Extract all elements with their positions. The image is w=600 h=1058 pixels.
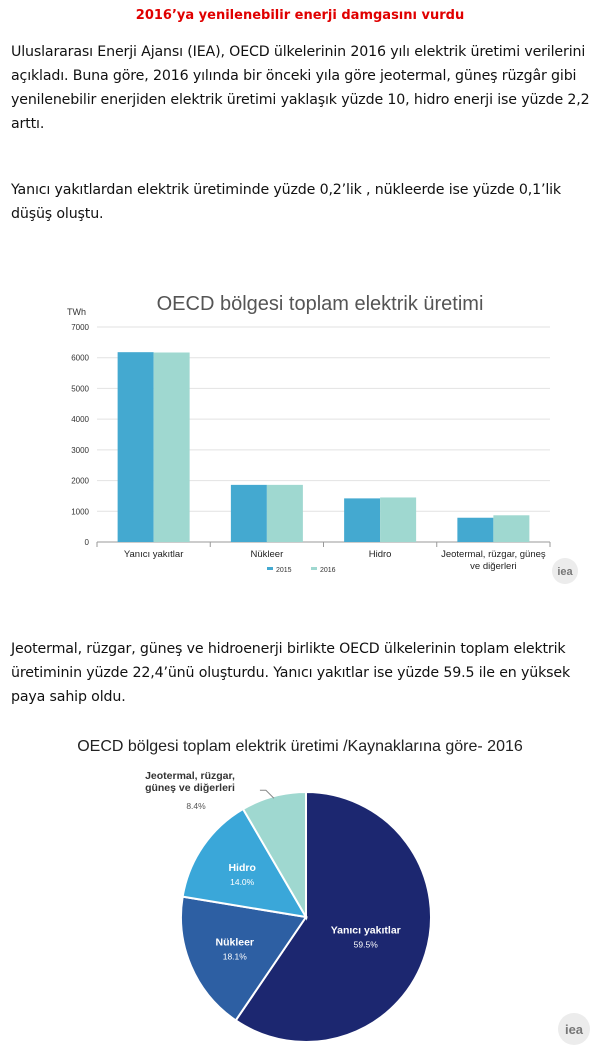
legend-label-2016: 2016 bbox=[320, 567, 336, 574]
pie-slice-label: Hidro bbox=[228, 862, 256, 875]
y-tick-label: 5000 bbox=[71, 384, 89, 394]
bar-2015 bbox=[231, 485, 267, 542]
bar-2016 bbox=[493, 515, 529, 542]
legend-swatch-2016 bbox=[311, 567, 317, 570]
x-category-label: Nükleer bbox=[250, 549, 284, 560]
article-title: 2016’ya yenilenebilir enerji damgasını vurdu bbox=[135, 8, 465, 23]
iea-logo-text: iea bbox=[564, 1022, 584, 1037]
x-category-label: Jeotermal, rüzgar, güneş bbox=[441, 549, 546, 560]
iea-logo-pie bbox=[557, 1012, 591, 1050]
pie-chart-title: OECD bölgesi toplam elektrik üretimi /Kaynaklarına göre- 2016 bbox=[77, 738, 523, 755]
iea-logo-bar bbox=[551, 557, 579, 589]
paragraph-shares: Jeotermal, rüzgar, güneş ve hidroenerji birlikte OECD ülkelerinin toplam elektrik üretiminin yüzde 22,4’ünü oluşturdu. Yanıcı yakıtlar ise yüzde 59.5 ile en yüksek paya sahip oldu. bbox=[11, 641, 571, 705]
pie-slice-label: Nükleer bbox=[215, 936, 255, 949]
bar-chart-title: OECD bölgesi toplam elektrik üretimi bbox=[156, 293, 484, 315]
pie-slice-value: 8.4% bbox=[186, 801, 206, 811]
pie-slice-label: Jeotermal, rüzgar, bbox=[145, 770, 235, 782]
y-tick-label: 0 bbox=[84, 538, 89, 547]
pie-slice-label: güneş ve diğerleri bbox=[145, 782, 235, 794]
y-tick-label: 6000 bbox=[71, 353, 89, 363]
y-tick-label: 1000 bbox=[71, 507, 89, 517]
bar-2015 bbox=[457, 518, 493, 542]
pie-slice-value: 18.1% bbox=[222, 951, 247, 962]
pie-chart bbox=[0, 725, 600, 1045]
legend-label-2015: 2015 bbox=[276, 567, 292, 574]
pie-slice-label: Yanıcı yakıtlar bbox=[330, 924, 401, 937]
paragraph-decline: Yanıcı yakıtlardan elektrik üretiminde yüzde 0,2’lik , nükleerde ise yüzde 0,1’lik düşüş oluştu. bbox=[11, 182, 561, 222]
y-tick-label: 7000 bbox=[71, 323, 89, 332]
bar-2016 bbox=[154, 352, 190, 542]
iea-logo-text: iea bbox=[557, 566, 573, 578]
pie-slice-value: 14.0% bbox=[230, 877, 255, 888]
paragraph-intro: Uluslararası Enerji Ajansı (IEA), OECD ülkelerinin 2016 yılı elektrik üretimi verilerini açıkladı. Buna göre, 2016 yılında bir önceki yıla göre jeotermal, güneş rüzgâr gibi yenilenebilir enerjiden elektrik üretimi yaklaşık yüzde 10, hidro enerji ise yüzde 2,2 arttı. bbox=[11, 44, 590, 132]
bar-2015 bbox=[118, 352, 154, 542]
pie-slice-value: 59.5% bbox=[353, 939, 378, 950]
x-category-label: Hidro bbox=[368, 549, 392, 560]
y-tick-label: 4000 bbox=[71, 415, 89, 425]
x-category-label: Yanıcı yakıtlar bbox=[123, 549, 184, 560]
bar-chart bbox=[45, 280, 565, 585]
bar-2016 bbox=[380, 497, 416, 542]
bar-2016 bbox=[267, 485, 303, 542]
x-category-label: ve diğerleri bbox=[470, 561, 517, 572]
y-tick-label: 2000 bbox=[71, 476, 89, 486]
legend-swatch-2015 bbox=[267, 567, 273, 570]
y-axis-unit: TWh bbox=[67, 307, 86, 317]
bar-2015 bbox=[344, 498, 380, 542]
y-tick-label: 3000 bbox=[71, 445, 89, 455]
